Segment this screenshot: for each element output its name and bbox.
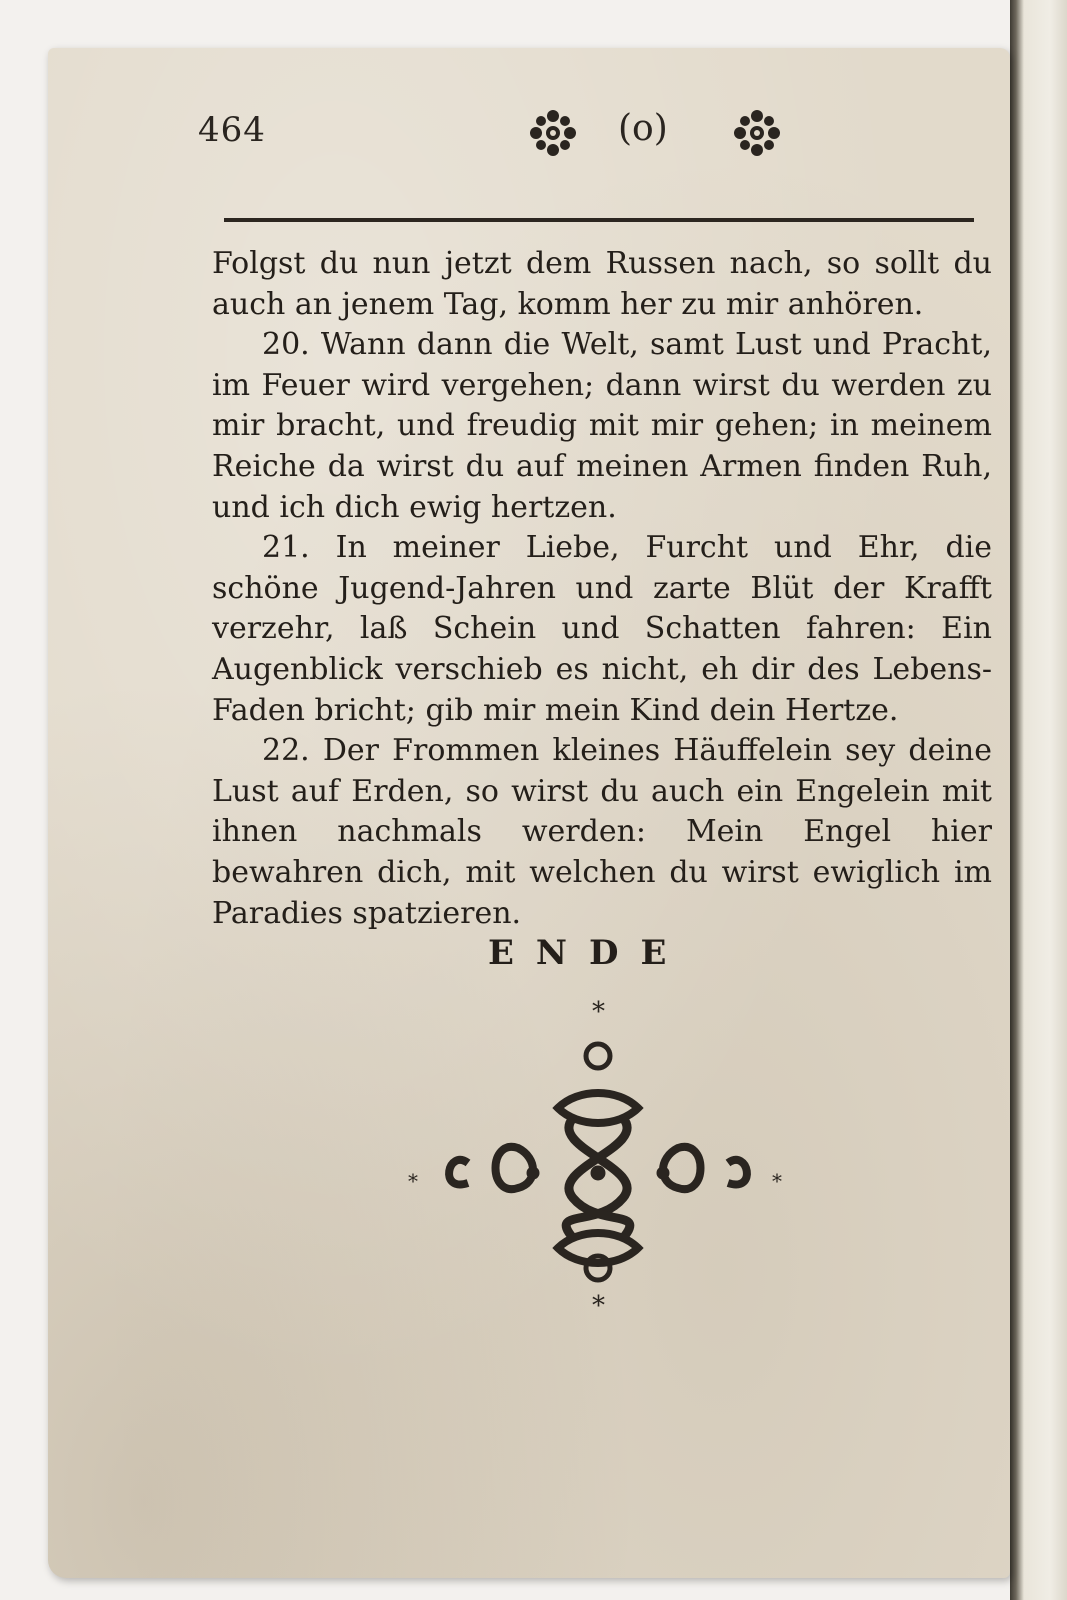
arabesque-vignette-icon bbox=[408, 998, 788, 1328]
verse-21: 21. In meiner Liebe, Furcht und Ehr, die schöne Jugend-Jahren und zarte Blüt der Krafft verzehr, laß Schein und Schatten fahren: Ein Augenblick verschieb es nicht, eh dir des Lebens-Faden bricht; gib mir mein Kind dein Hertze. bbox=[212, 530, 992, 728]
header-rule bbox=[224, 218, 974, 222]
flower-ornament-icon bbox=[730, 106, 784, 160]
book-spine-edge bbox=[1010, 0, 1067, 1600]
svg-text:*: * bbox=[408, 1169, 418, 1193]
svg-text:*: * bbox=[772, 1169, 782, 1193]
svg-text:*: * bbox=[592, 998, 605, 1027]
verse-continuation: Folgst du nun jetzt dem Russen nach, so sollt du auch an jenem Tag, komm her zu mir anhören. bbox=[212, 246, 992, 322]
signature-mark: (o) bbox=[618, 108, 668, 149]
page-number: 464 bbox=[198, 110, 266, 150]
running-header bbox=[198, 106, 978, 166]
svg-text:*: * bbox=[592, 1291, 605, 1321]
verse-22: 22. Der Frommen kleines Häuffelein sey deine Lust auf Erden, so wirst du auch ein Engelein mit ihnen nachmals werden: Mein Engel hier bewahren dich, mit welchen du wirst ewiglich im Paradies spatzieren. bbox=[212, 733, 992, 931]
verse-20: 20. Wann dann die Welt, samt Lust und Pracht, im Feuer wird vergehen; dann wirst du werden zu mir bracht, und freudig mit mir gehen; in meinem Reiche da wirst du auf meinen Armen finden Ruh, und ich dich ewig hertzen. bbox=[212, 327, 992, 525]
book-page bbox=[48, 48, 1010, 1578]
ende-heading: ENDE bbox=[488, 933, 689, 973]
flower-ornament-icon bbox=[526, 106, 580, 160]
body-text bbox=[212, 244, 992, 934]
